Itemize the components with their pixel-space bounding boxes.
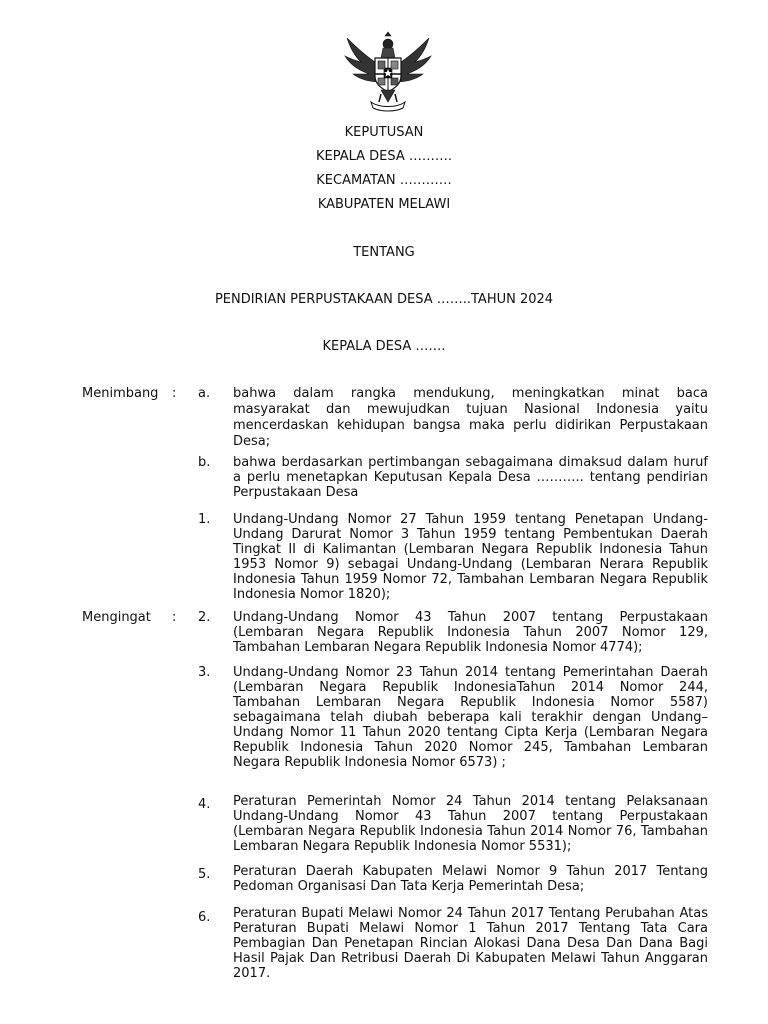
- menimbang-colon: :: [172, 386, 177, 401]
- item-marker: 4.: [198, 797, 211, 812]
- item-marker: 3.: [198, 665, 211, 680]
- subdistrict-line: KECAMATAN …………: [316, 173, 452, 188]
- item-text: bahwa berdasarkan pertimbangan sebagaimana dimaksud dalam huruf a perlu menetapkan Keputusan Kepala Desa ……….. tentang pendirian Perpustakaan Desa: [233, 455, 708, 500]
- item-marker: 1.: [198, 512, 211, 527]
- mengingat-colon: :: [172, 610, 177, 625]
- issuing-official: KEPALA DESA …….: [322, 339, 446, 354]
- decree-title: KEPUTUSAN: [344, 125, 424, 140]
- tentang-heading: TENTANG: [353, 245, 415, 260]
- item-text: bahwa dalam rangka mendukung, meningkatkan minat baca masyarakat dan mewujudkan tujuan Nasional Indonesia yaitu mencerdaskan kehidupan bangsa maka perlu didirikan Perpustakaan Desa;: [233, 386, 708, 449]
- item-marker: 2.: [198, 610, 211, 625]
- item-text: Undang-Undang Nomor 43 Tahun 2007 tentang Perpustakaan (Lembaran Negara Republik Indonesia Tahun 2007 Nomor 129, Tambahan Lembaran Negara Republik Indonesia Nomor 4774);: [233, 610, 708, 655]
- village-head-line: KEPALA DESA ……….: [315, 149, 453, 164]
- item-text: Undang-Undang Nomor 23 Tahun 2014 tentang Pemerintahan Daerah (Lembaran Negara Republik IndonesiaTahun 2014 Nomor 244, Tambahan Lembaran Negara Republik Indonesia Nomor 5587) sebagaimana telah diubah beberapa kali terakhir dengan Undang–Undang Nomor 11 Tahun 2020 tentang Cipta Kerja (Lembaran Negara Republik Indonesia Tahun 2020 Nomor 245, Tambahan Lembaran Negara Republik Indonesia Nomor 6573) ;: [233, 665, 708, 770]
- menimbang-label: Menimbang: [82, 386, 159, 401]
- item-text: Peraturan Pemerintah Nomor 24 Tahun 2014 tentang Pelaksanaan Undang-Undang Nomor 43 Tahun 2007 tentang Perpustakaan (Lembaran Negara Republik Indonesia Tahun 2014 Nomor 76, Tambahan Lembaran Negara Republik Indonesia Nomor 5531);: [233, 794, 708, 854]
- item-marker: a.: [198, 386, 211, 401]
- item-text: Peraturan Daerah Kabupaten Melawi Nomor 9 Tahun 2017 Tentang Pedoman Organisasi Dan Tata Kerja Pemerintah Desa;: [233, 864, 708, 894]
- mengingat-label: Mengingat: [82, 610, 151, 625]
- item-marker: 5.: [198, 867, 211, 882]
- decree-subject: PENDIRIAN PERPUSTAKAAN DESA ……..TAHUN 2024: [214, 292, 554, 307]
- item-marker: b.: [198, 455, 211, 470]
- regency-line: KABUPATEN MELAWI: [317, 197, 451, 212]
- garuda-emblem-icon: [341, 30, 435, 114]
- item-text: Peraturan Bupati Melawi Nomor 24 Tahun 2017 Tentang Perubahan Atas Peraturan Bupati Melawi Nomor 1 Tahun 2017 Tentang Tata Cara Pembagian Dan Penetapan Rincian Alokasi Dana Desa Dan Dana Bagi Hasil Pajak Dan Retribusi Daerah Di Kabupaten Melawi Tahun Anggaran 2017.: [233, 906, 708, 981]
- item-text: Undang-Undang Nomor 27 Tahun 1959 tentang Penetapan Undang-Undang Darurat Nomor 3 Tahun 1959 tentang Pembentukan Daerah Tingkat II di Kalimantan (Lembaran Negara Republik Indonesia Tahun 1953 Nomor 9) sebagai Undang-Undang (Lembaran Nerara Republik Indonesia Tahun 1959 Nomor 72, Tambahan Lembaran Negara Republik Indonesia Nomor 1820);: [233, 512, 708, 602]
- item-marker: 6.: [198, 910, 211, 925]
